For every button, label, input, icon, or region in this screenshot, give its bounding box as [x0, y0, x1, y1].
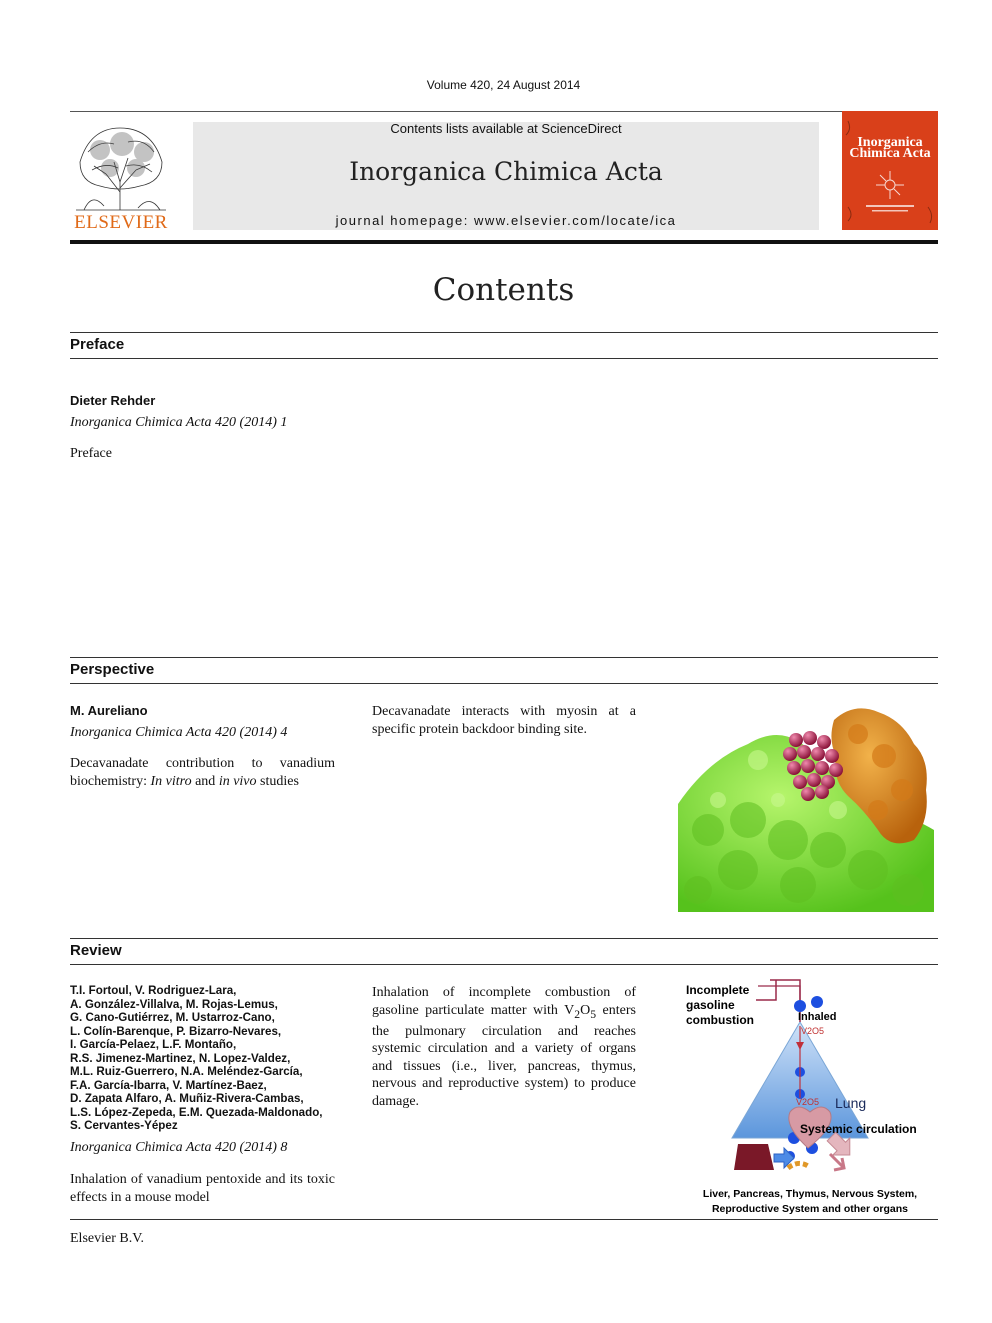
article-title[interactable]: [70, 755, 335, 791]
abstract-part: Inhalation of incomplete combustion of gasoline particulate matter with V: [372, 985, 636, 1018]
section-rule: [70, 938, 938, 939]
sciencedirect-availability[interactable]: Contents lists available at ScienceDirect: [390, 121, 622, 136]
author-line: F.A. García-Ibarra, V. Martínez-Baez,: [70, 1078, 267, 1092]
abstract-part: enters the pulmonary circulation and reaches systemic circulation and a variety of organs and tissues (i.e., liver, pancreas, thymus, nervous and reproductive system) to produce damage.: [372, 1002, 636, 1109]
article-citation[interactable]: Inorganica Chimica Acta 420 (2014) 4: [70, 725, 288, 740]
subscript: 2: [574, 1007, 581, 1021]
cover-title-line1: Inorganica: [857, 135, 923, 150]
section-rule: [70, 657, 938, 658]
label-combustion-3: combustion: [686, 1013, 754, 1027]
footer-publisher: Elsevier B.V.: [70, 1231, 145, 1246]
author-line: G. Cano-Gutiérrez, M. Ustarroz-Cano,: [70, 1011, 275, 1024]
decavanadate-myosin-figure: [678, 700, 934, 912]
title-italic: in vivo: [218, 774, 257, 789]
label-inhaled: Inhaled: [798, 1011, 837, 1023]
cover-illustration: [842, 111, 938, 230]
section-heading-review: Review: [70, 942, 122, 959]
graphical-abstract-text: Decavanadate interacts with myosin at a specific protein backdoor binding site.: [372, 704, 636, 737]
label-organs-2: Reproductive System and other organs: [711, 1203, 909, 1215]
article-citation[interactable]: Inorganica Chimica Acta 420 (2014) 8: [70, 1140, 288, 1155]
label-combustion-2: gasoline: [686, 998, 735, 1012]
journal-title: Inorganica Chimica Acta: [349, 157, 663, 186]
cover-title-line2: Chimica Acta: [849, 146, 931, 161]
elsevier-wordmark: ELSEVIER: [74, 212, 168, 233]
author-line: S. Cervantes-Yépez: [70, 1119, 178, 1132]
author-line: I. García-Pelaez, L.F. Montaño,: [70, 1038, 237, 1051]
section-rule: [70, 358, 938, 359]
label-systemic-circulation: Systemic circulation: [800, 1122, 917, 1136]
section-heading-perspective: Perspective: [70, 661, 155, 678]
volume-info: Volume 420, 24 August 2014: [426, 78, 581, 92]
author-line: T.I. Fortoul, V. Rodriguez-Lara,: [70, 984, 237, 997]
vanadium-inhalation-diagram: [680, 978, 938, 1216]
footer-rule: [70, 1219, 938, 1220]
abstract-part: O: [580, 1002, 591, 1018]
title-part: and: [191, 774, 219, 789]
graphical-abstract-text: [372, 984, 636, 1110]
journal-homepage-link[interactable]: journal homepage: www.elsevier.com/locate/ica: [335, 213, 677, 228]
article-author: M. Aureliano: [70, 703, 148, 718]
page-title: Contents: [432, 272, 575, 308]
label-organs-1: Liver, Pancreas, Thymus, Nervous System,: [702, 1188, 918, 1200]
article-title[interactable]: Preface: [70, 446, 112, 461]
section-rule: [70, 964, 938, 965]
title-part: studies: [256, 774, 299, 789]
header-thick-rule: [70, 240, 938, 244]
author-line: L.S. López-Zepeda, E.M. Quezada-Maldonado,: [70, 1105, 323, 1119]
author-line: R.S. Jimenez-Martinez, N. Lopez-Valdez,: [70, 1051, 291, 1065]
section-rule: [70, 683, 938, 684]
article-author: Dieter Rehder: [70, 393, 156, 408]
journal-cover: [842, 111, 938, 230]
section-heading-preface: Preface: [70, 336, 125, 353]
label-v2o5-mid: V2O5: [796, 1097, 820, 1107]
title-part: Decavanadate contribution to vanadium biochemistry:: [70, 756, 335, 789]
label-v2o5-top: V2O5: [801, 1026, 825, 1036]
author-line: L. Colín-Barenque, P. Bizarro-Nevares,: [70, 1024, 282, 1038]
author-line: A. González-Villalva, M. Rojas-Lemus,: [70, 997, 278, 1011]
author-line: M.L. Ruiz-Guerrero, N.A. Meléndez-García,: [70, 1065, 303, 1078]
title-italic: In vitro: [150, 774, 192, 789]
article-authors: [70, 984, 370, 1133]
section-rule: [70, 332, 938, 333]
label-combustion-1: Incomplete: [686, 983, 750, 997]
author-line: D. Zapata Alfaro, A. Muñiz-Rivera-Cambas,: [70, 1092, 304, 1105]
article-citation[interactable]: Inorganica Chimica Acta 420 (2014) 1: [70, 415, 288, 430]
source-block: [734, 1144, 774, 1170]
article-title[interactable]: Inhalation of vanadium pentoxide and its toxic effects in a mouse model: [70, 1172, 335, 1205]
label-lung: Lung: [835, 1095, 867, 1111]
header-rule: [70, 111, 938, 112]
subscript: 5: [590, 1007, 597, 1021]
